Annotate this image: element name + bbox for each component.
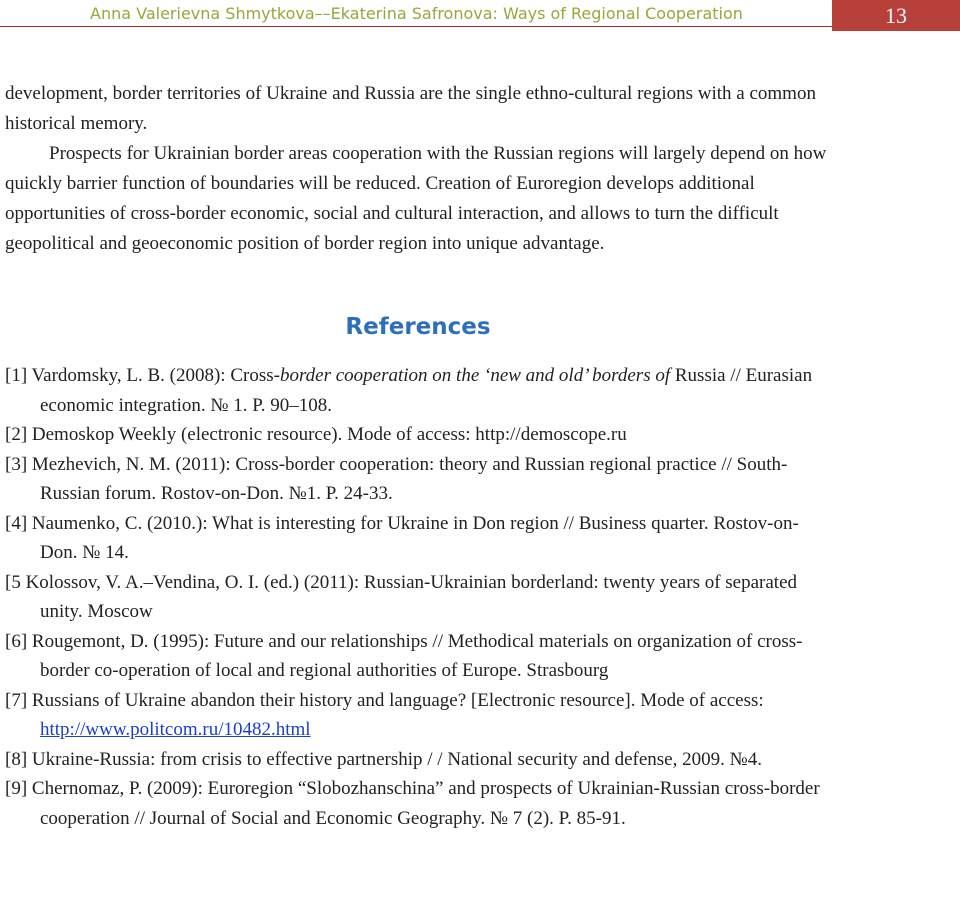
reference-1 xyxy=(5,361,830,420)
references-list xyxy=(5,361,830,833)
page-number: 13 xyxy=(832,0,960,31)
running-title: Anna Valerievna Shmytkova––Ekaterina Safronova: Ways of Regional Cooperation xyxy=(90,4,743,23)
reference-7-text: [7] Russians of Ukraine abandon their history and language? [Electronic resource]. Mode of access: xyxy=(5,689,764,711)
reference-2: [2] Demoskop Weekly (electronic resource). Mode of access: http://demoscope.ru xyxy=(5,424,627,445)
reference-7 xyxy=(5,686,830,745)
page-header xyxy=(0,0,960,34)
paragraph-2: Prospects for Ukrainian border areas cooperation with the Russian regions will largely depend on how quickly barrier function of boundaries will be reduced. Creation of Euroregion develops additional opportunities of cross-border economic, social and cultural interaction, and allows to turn the difficult geopolitical and geoeconomic position of border region into unique advantage. xyxy=(5,143,827,254)
reference-5: [5 Kolossov, V. A.–Vendina, O. I. (ed.) (2011): Russian-Ukrainian borderland: twenty years of separated unity. Moscow xyxy=(5,571,798,622)
reference-6: [6] Rougemont, D. (1995): Future and our relationships // Methodical materials on organization of cross-border co-operation of local and regional authorities of Europe. Strasbourg xyxy=(5,630,803,681)
body-text xyxy=(5,79,833,259)
reference-1-rest: Russia // Eurasian economic integration. № 1. P. 90–108. xyxy=(40,365,813,416)
reference-1-italic: border cooperation on the ‘new and old’ borders of xyxy=(279,365,671,386)
reference-8: [8] Ukraine-Russia: from crisis to effective partnership / / National security and defense, 2009. №4. xyxy=(5,748,762,770)
reference-7-link[interactable]: http://www.politcom.ru/10482.html xyxy=(40,719,311,740)
reference-4: [4] Naumenko, C. (2010.): What is interesting for Ukraine in Don region // Business quarter. Rostov-on-Don. № 14. xyxy=(5,512,799,563)
header-rule xyxy=(0,26,832,27)
reference-1-prefix: [1] Vardomsky, L. B. (2008): Cross- xyxy=(5,365,280,386)
references-heading: References xyxy=(345,314,491,340)
paragraph-1: development, border territories of Ukraine and Russia are the single ethno-cultural regions with a common historical memory. xyxy=(5,83,816,134)
reference-9: [9] Chernomaz, P. (2009): Euroregion “Slobozhanschina” and prospects of Ukrainian-Russian cross-border cooperation // Journal of Social and Economic Geography. № 7 (2). P. 85-91. xyxy=(5,778,820,829)
reference-3: [3] Mezhevich, N. M. (2011): Cross-border cooperation: theory and Russian regional practice // South-Russian forum. Rostov-on-Don. №1. P. 24-33. xyxy=(5,453,788,504)
